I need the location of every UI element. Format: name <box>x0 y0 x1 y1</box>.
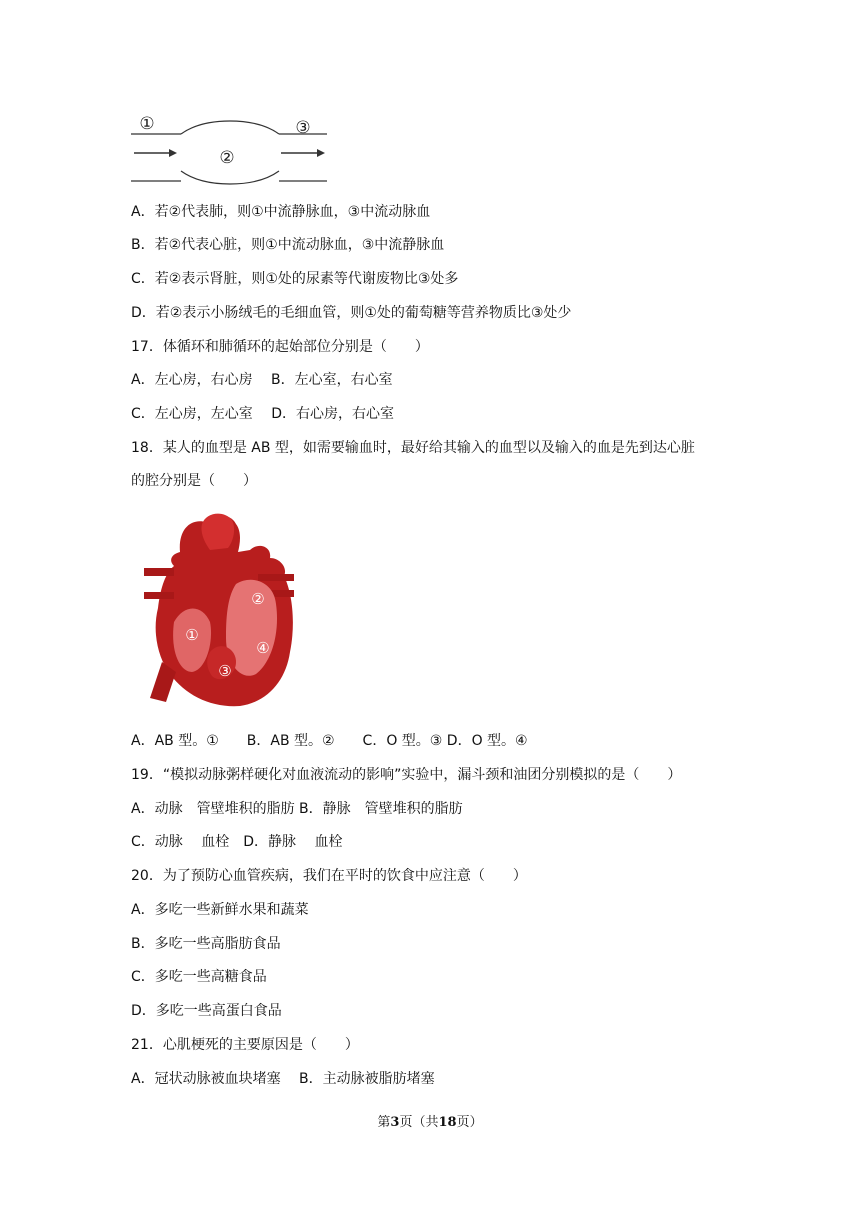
q21-options-ab: A．冠状动脉被血块堵塞 B．主动脉被脂肪堵塞 <box>131 1071 435 1087</box>
q17-options-cd: C．左心房，左心室 D．右心房，右心室 <box>131 406 395 422</box>
vessel-diagram <box>131 110 331 190</box>
vessel-label-2: ② <box>219 148 235 168</box>
q20-stem: 20．为了预防心血管疾病，我们在平时的饮食中应注意（ ） <box>131 868 527 884</box>
q18-stem-line1: 18．某人的血型是 AB 型，如需要输血时，最好给其输入的血型以及输入的血是先到达心脏 <box>131 440 695 456</box>
q18-stem-line2: 的腔分别是（ ） <box>131 473 257 489</box>
q16-option-b: B．若②代表心脏，则①中流动脉血，③中流静脉血 <box>131 237 445 253</box>
q21-stem: 21．心肌梗死的主要原因是（ ） <box>131 1037 359 1053</box>
footer-page-number: 3 <box>390 1115 400 1130</box>
heart-label-3: ③ <box>218 662 232 680</box>
heart-label-2: ② <box>251 590 265 608</box>
heart-diagram <box>140 512 300 708</box>
footer-total-pages: 18 <box>438 1115 457 1130</box>
q20-option-d: D．多吃一些高蛋白食品 <box>131 1003 282 1019</box>
vessel-label-1: ① <box>139 114 155 134</box>
page-footer <box>0 1111 860 1130</box>
footer-mid: 页（共 <box>399 1115 439 1130</box>
q20-option-b: B．多吃一些高脂肪食品 <box>131 936 281 952</box>
q19-stem: 19．“模拟动脉粥样硬化对血液流动的影响”实验中，漏斗颈和油团分别模拟的是（ ） <box>131 767 682 783</box>
heart-label-1: ① <box>185 626 199 644</box>
q16-option-d: D．若②表示小肠绒毛的毛细血管，则①处的葡萄糖等营养物质比③处少 <box>131 305 572 321</box>
q20-option-a: A．多吃一些新鲜水果和蔬菜 <box>131 902 309 918</box>
heart-label-4: ④ <box>256 639 270 657</box>
footer-pre: 第 <box>377 1115 391 1130</box>
q20-option-c: C．多吃一些高糖食品 <box>131 969 267 985</box>
q16-option-a: A．若②代表肺，则①中流静脉血，③中流动脉血 <box>131 204 431 220</box>
q17-options-ab: A．左心房，右心房 B．左心室，右心室 <box>131 372 393 388</box>
q17-stem: 17．体循环和肺循环的起始部位分别是（ ） <box>131 339 429 355</box>
footer-post: 页） <box>456 1115 483 1130</box>
q18-options: A．AB 型。① B．AB 型。② C．O 型。③ D．O 型。④ <box>131 733 528 749</box>
vessel-label-3: ③ <box>295 118 311 138</box>
q19-options-ab: A．动脉 管壁堆积的脂肪 B．静脉 管壁堆积的脂肪 <box>131 801 463 817</box>
q19-options-cd: C．动脉 血栓 D．静脉 血栓 <box>131 834 343 850</box>
q16-option-c: C．若②表示肾脏，则①处的尿素等代谢废物比③处多 <box>131 271 459 287</box>
